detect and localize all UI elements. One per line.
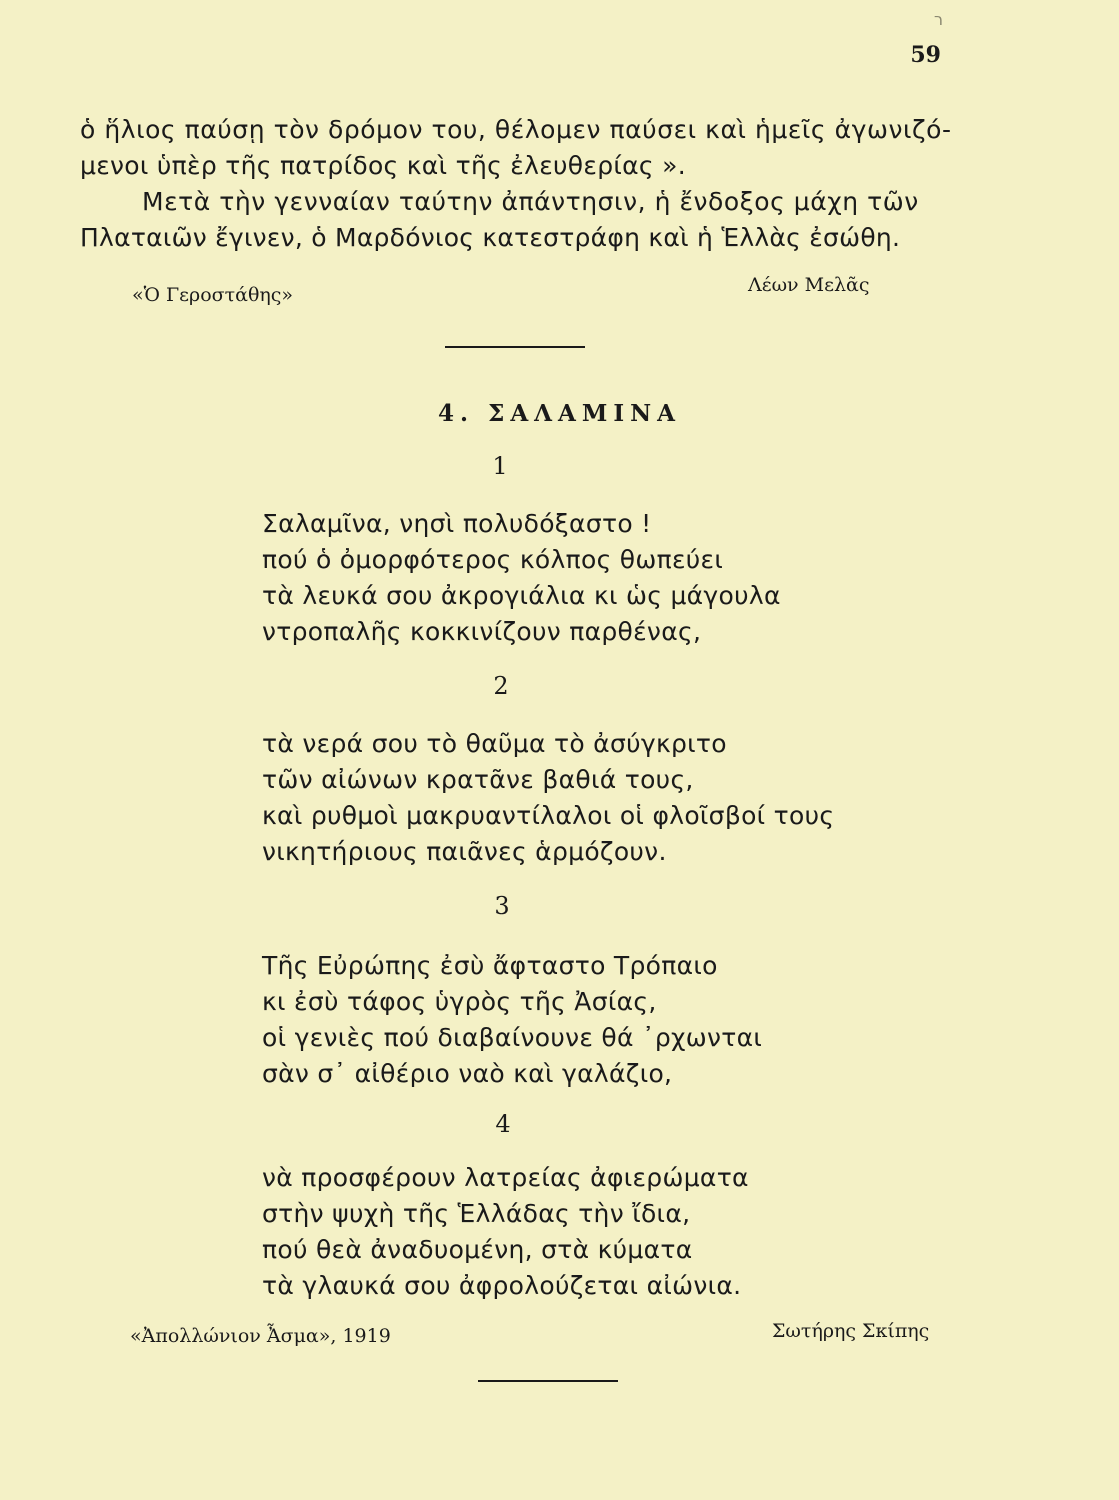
prose-line: μενοι ὑπὲρ τῆς πατρίδος καὶ τῆς ἐλευθερίας ».: [80, 151, 686, 180]
poem-line: τῶν αἰώνων κρατᾶνε βαθιά τους,: [262, 765, 694, 794]
poem-line: καὶ ρυθμοὶ μακρυαντίλαλοι οἱ φλοῖσβοί τους: [262, 801, 835, 830]
poem-line: κι ἐσὺ τάφος ὑγρὸς τῆς Ἀσίας,: [262, 987, 657, 1016]
poem-line: νὰ προσφέρουν λατρείας ἀφιερώματα: [262, 1163, 749, 1192]
attribution-author: Σωτήρης Σκίπης: [772, 1320, 930, 1342]
poem-line: Σαλαμῖνα, νησὶ πολυδόξαστο !: [262, 509, 652, 538]
prose-line: Πλαταιῶν ἔγινεν, ὁ Μαρδόνιος κατεστράφη καὶ ἡ Ἑλλὰς ἐσώθη.: [80, 223, 901, 252]
poem-line: ντροπαλῆς κοκκινίζουν παρθένας,: [262, 617, 702, 646]
stanza: [262, 1160, 749, 1304]
poem-line: σὰν σ᾽ αἰθέριο ναὸ καὶ γαλάζιο,: [262, 1059, 673, 1088]
poem-line: τὰ λευκά σου ἀκρογιάλια κι ὡς μάγουλα: [262, 581, 781, 610]
stanza-number: 1: [492, 452, 508, 480]
divider-rule: [445, 346, 585, 348]
prose-line: ὁ ἥλιος παύσῃ τὸν δρόμον του, θέλομεν παύσει καὶ ἡμεῖς ἀγωνιζό-: [80, 115, 952, 144]
stanza: [262, 506, 781, 650]
attribution-source: «Ὁ Γεροστάθης»: [132, 284, 294, 306]
attribution-author: Λέων Μελᾶς: [748, 274, 870, 296]
attribution-source: «Ἀπολλώνιον Ἆσμα», 1919: [130, 1325, 391, 1347]
page-number: 59: [910, 42, 941, 68]
section-title: 4. ΣΑΛΑΜΙΝΑ: [438, 400, 681, 427]
poem-line: οἱ γενιὲς πού διαβαίνουνε θά ᾽ρχωνται: [262, 1023, 763, 1052]
corner-mark: ר: [933, 10, 943, 29]
poem-line: Τῆς Εὐρώπης ἐσὺ ἄφταστο Τρόπαιο: [262, 951, 718, 980]
stanza-number: 2: [493, 672, 509, 700]
prose-line: Μετὰ τὴν γενναίαν ταύτην ἀπάντησιν, ἡ ἔνδοξος μάχη τῶν: [142, 187, 919, 216]
poem-line: πού θεὰ ἀναδυομένη, στὰ κύματα: [262, 1235, 693, 1264]
stanza: [262, 948, 762, 1092]
poem-line: στὴν ψυχὴ τῆς Ἑλλάδας τὴν ἴδια,: [262, 1199, 691, 1228]
poem-line: πού ὁ ὀμορφότερος κόλπος θωπεύει: [262, 545, 724, 574]
stanza-number: 4: [495, 1110, 511, 1138]
prose-paragraph: [80, 112, 960, 256]
divider-rule: [478, 1380, 618, 1382]
poem-line: τὰ γλαυκά σου ἀφρολούζεται αἰώνια.: [262, 1271, 742, 1300]
poem-line: τὰ νερά σου τὸ θαῦμα τὸ ἀσύγκριτο: [262, 729, 727, 758]
stanza: [262, 726, 834, 870]
poem-line: νικητήριους παιᾶνες ἁρμόζουν.: [262, 837, 667, 866]
stanza-number: 3: [494, 892, 510, 920]
